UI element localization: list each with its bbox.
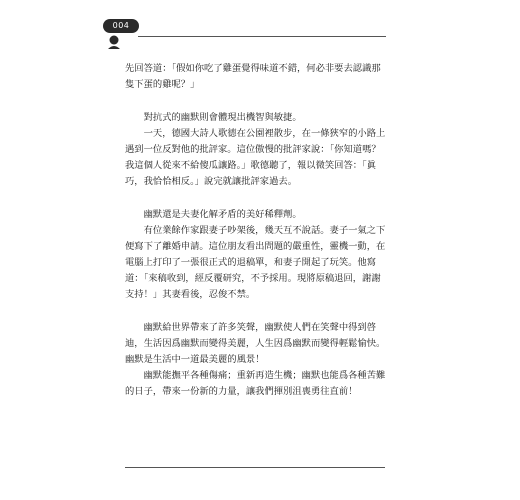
paragraph-4 [125, 207, 389, 223]
paragraph-6 [125, 320, 389, 368]
body-text [125, 61, 389, 400]
text-line: 幽默給世界帶來了許多笑聲，幽默使人們在笑聲中得到啓 [143, 322, 377, 333]
text-line: 迪，生活因爲幽默而變得美麗，人生因爲幽默而變得輕鬆愉快。 [125, 338, 386, 349]
text-line: 先回答道：「假如你吃了雞蛋覺得味道不錯，何必非要去認識那 [125, 63, 381, 74]
text-line: 幽默是生活中一道最美麗的風景！ [125, 354, 265, 365]
paragraph-7 [125, 368, 389, 400]
text-line: 一天，德國大詩人歌德在公園裡散步，在一條狹窄的小路上 [143, 128, 386, 139]
text-line: 便寫下了離婚申請。這位朋友看出問題的嚴重性，靈機一動，在 [125, 241, 386, 252]
paragraph-1 [125, 61, 389, 93]
paragraph-5 [125, 223, 389, 303]
paragraph-3 [125, 126, 389, 190]
text-line: 道：「來稿收到，經反覆研究，不予採用。現將原稿退回，謝謝 [125, 273, 381, 284]
text-line: 幽默能撫平各種傷痛；重新再造生機；幽默也能爲各種苦難 [143, 370, 386, 381]
text-line: 隻下蛋的雞呢？」 [125, 79, 200, 90]
text-line: 幽默還是夫妻化解矛盾的美好稀釋劑。 [143, 209, 302, 220]
text-line: 對抗式的幽默則會體現出機智與敏捷。 [143, 112, 302, 123]
text-line: 的日子，帶來一份新的力量，讓我們揮別沮喪勇往直前！ [125, 386, 358, 397]
page-number: 004 [112, 21, 130, 30]
text-line: 我這個人從來不給傻瓜讓路。」歌德聽了，報以微笑回答：「眞 [125, 160, 377, 171]
text-line: 有位業餘作家跟妻子吵架後，幾天互不說話。妻子一氣之下 [143, 225, 386, 236]
header-rule [138, 36, 386, 37]
text-line: 巧，我恰恰相反。」說完就讓批評家過去。 [125, 176, 297, 187]
text-line: 電腦上打印了一張很正式的退稿單，和妻子開起了玩笑。他寫 [125, 257, 377, 268]
footer-rule [125, 467, 385, 468]
text-line: 支持！」其妻看後，忍俊不禁。 [125, 289, 256, 300]
paragraph-2 [125, 110, 389, 126]
text-line: 遇到一位反對他的批評家。這位傲慢的批評家說：「你知道嗎？ [125, 144, 381, 155]
